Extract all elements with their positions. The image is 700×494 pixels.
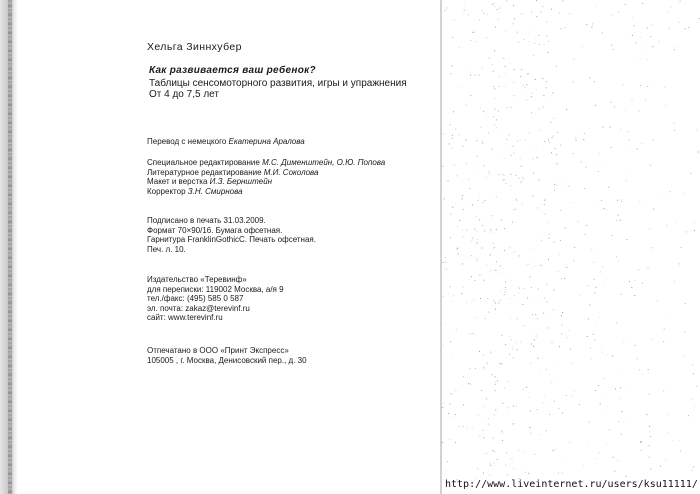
publisher-line: сайт: www.terevinf.ru xyxy=(147,313,223,322)
print-info-line: Формат 70×90/16. Бумага офсетная. xyxy=(147,225,283,235)
translation-credit xyxy=(147,137,305,147)
publisher-line: Издательство «Теревинф» xyxy=(147,275,247,284)
editor-line: Корректор З.Н. Смирнова xyxy=(147,186,243,196)
editor-name: М.С. Дименштейн, О.Ю. Попова xyxy=(262,158,386,167)
publisher-line: эл. почта: zakaz@terevinf.ru xyxy=(147,303,250,313)
editor-line: Макет и верстка И.З. Бернштейн xyxy=(147,177,273,186)
scan-noise xyxy=(442,0,700,480)
translation-prefix: Перевод с немецкого xyxy=(147,137,229,146)
translator-name: Екатерина Аралова xyxy=(228,137,305,146)
publisher-line: тел./факс: (495) 585 0 587 xyxy=(147,294,244,303)
print-info-line: Подписано в печать 31.03.2009. xyxy=(147,216,266,225)
editors-block xyxy=(147,158,385,196)
book-title: Как развивается ваш ребенок? xyxy=(149,65,316,76)
book-subtitle: Таблицы сенсомоторного развития, игры и упражнения xyxy=(149,78,407,89)
publisher-line: для переписки: 119002 Москва, а/я 9 xyxy=(147,284,284,294)
author-name: Хельга Зиннхубер xyxy=(147,41,242,53)
watermark-url: http://www.liveinternet.ru/users/ksu11111/ xyxy=(445,479,698,490)
printer-line: Отпечатано в ООО «Принт Экспресс» xyxy=(147,346,289,355)
editor-name: И.З. Бернштейн xyxy=(209,177,273,186)
editor-line: Специальное редактирование М.С. Дименштейн, О.Ю. Попова xyxy=(147,158,386,167)
print-info-line: Гарнитура FranklinGothicC. Печать офсетная. xyxy=(147,235,316,244)
editor-name: З.Н. Смирнова xyxy=(187,186,243,196)
publisher-block xyxy=(147,275,284,323)
print-info-line: Печ. л. 10. xyxy=(147,244,186,254)
printer-line: 105005 , г. Москва, Денисовский пер., д. 30 xyxy=(147,355,307,365)
age-range: От 4 до 7,5 лет xyxy=(149,89,219,100)
printer-block xyxy=(147,346,307,365)
scan-binding-edge xyxy=(0,0,18,494)
print-info-block xyxy=(147,216,316,254)
editor-name: М.И. Соколова xyxy=(263,167,319,177)
editor-line: Литературное редактирование М.И. Соколова xyxy=(147,167,319,177)
